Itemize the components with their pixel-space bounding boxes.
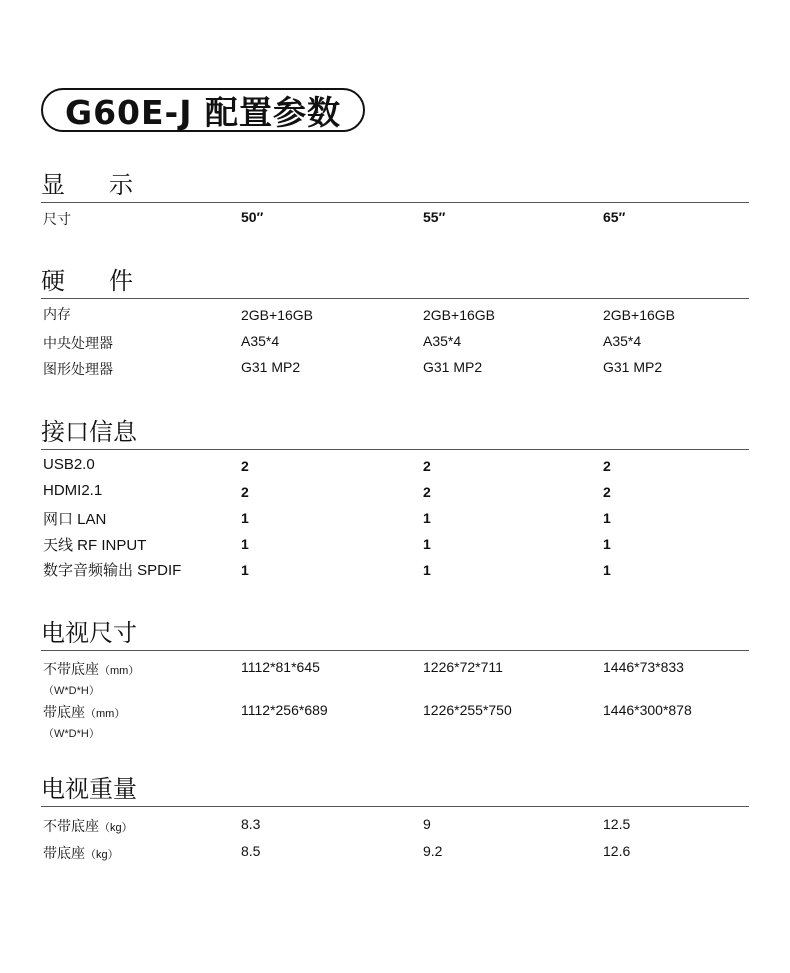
spec-value: 1226*72*711 (423, 659, 503, 675)
spec-unit: （mm） (99, 665, 140, 677)
spec-value-50: 50″ (241, 209, 264, 225)
spec-row (41, 556, 749, 582)
spec-label (43, 816, 133, 836)
spec-row (41, 697, 749, 740)
spec-row (41, 478, 749, 504)
spec-label: 尺寸 (43, 211, 71, 227)
spec-value: 1446*300*878 (603, 702, 692, 718)
spec-value: 9.2 (423, 843, 443, 859)
spec-label (43, 659, 139, 698)
spec-value: 8.5 (241, 843, 261, 859)
spec-value: 2 (603, 484, 611, 500)
spec-label-text: 带底座 (43, 704, 85, 720)
spec-row (41, 452, 749, 478)
spec-label: HDMI2.1 (43, 482, 103, 499)
section-title: 显示 (41, 168, 749, 203)
spec-value: 12.6 (603, 843, 631, 859)
spec-value: 1 (241, 536, 249, 552)
spec-label-text: 不带底座 (43, 818, 99, 834)
section-title: 电视重量 (41, 772, 749, 807)
spec-row-size (41, 203, 749, 229)
section-hardware (41, 264, 749, 379)
spec-value: 12.5 (603, 816, 631, 832)
spec-value: 2 (241, 484, 249, 500)
spec-value: 2 (241, 458, 249, 474)
section-tv-size (41, 616, 749, 740)
spec-label: 天线 RF INPUT (43, 537, 147, 554)
section-ports (41, 415, 749, 582)
spec-value-55: 55″ (423, 209, 446, 225)
spec-label-text: 不带底座 (43, 661, 99, 677)
spec-label: USB2.0 (43, 456, 95, 473)
spec-row (41, 301, 749, 327)
spec-value: 2GB+16GB (423, 307, 495, 323)
spec-value: 2 (423, 484, 431, 500)
spec-value: 8.3 (241, 816, 261, 832)
spec-unit: （kg） (85, 849, 119, 861)
section-display (41, 168, 749, 229)
spec-value: 1 (423, 536, 431, 552)
spec-value: 1 (423, 562, 431, 578)
spec-value: 2 (603, 458, 611, 474)
spec-value: A35*4 (241, 333, 280, 349)
spec-value-65: 65″ (603, 209, 626, 225)
spec-row (41, 836, 749, 862)
spec-value: G31 MP2 (241, 359, 301, 375)
page-title: G60E-J 配置参数 (41, 88, 365, 132)
spec-label (43, 843, 119, 863)
spec-unit: （mm） (85, 708, 126, 720)
spec-row (41, 654, 749, 697)
spec-value: G31 MP2 (423, 359, 483, 375)
spec-row (41, 327, 749, 353)
spec-value: 1112*256*689 (241, 702, 328, 718)
spec-value: 2 (423, 458, 431, 474)
spec-value: 1 (241, 562, 249, 578)
spec-row (41, 504, 749, 530)
spec-row (41, 810, 749, 836)
spec-label: 数字音频输出 SPDIF (43, 562, 182, 579)
spec-value: 1 (241, 510, 249, 526)
spec-value: 1112*81*645 (241, 659, 320, 675)
spec-value: 1446*73*833 (603, 659, 684, 675)
spec-value: 2GB+16GB (603, 307, 675, 323)
spec-value: 1 (603, 536, 611, 552)
spec-label: 网口 LAN (43, 511, 107, 528)
spec-row (41, 353, 749, 379)
spec-value: G31 MP2 (603, 359, 663, 375)
spec-value: 1 (423, 510, 431, 526)
spec-value: 2GB+16GB (241, 307, 313, 323)
spec-value: 9 (423, 816, 431, 832)
spec-value: A35*4 (423, 333, 462, 349)
spec-value: 1226*255*750 (423, 702, 512, 718)
section-tv-weight (41, 772, 749, 862)
spec-value: 1 (603, 562, 611, 578)
spec-label: 中央处理器 (43, 335, 113, 351)
section-title: 接口信息 (41, 415, 749, 450)
spec-unit: （kg） (99, 822, 133, 834)
section-title: 硬件 (41, 264, 749, 299)
spec-sublabel: （W*D*H） (43, 728, 100, 740)
spec-value: 1 (603, 510, 611, 526)
spec-sublabel: （W*D*H） (43, 685, 100, 697)
spec-label: 图形处理器 (43, 361, 113, 377)
spec-label (43, 702, 125, 741)
spec-label: 内存 (43, 306, 71, 322)
section-title: 电视尺寸 (41, 616, 749, 651)
spec-label-text: 带底座 (43, 845, 85, 861)
spec-value: A35*4 (603, 333, 642, 349)
spec-row (41, 530, 749, 556)
